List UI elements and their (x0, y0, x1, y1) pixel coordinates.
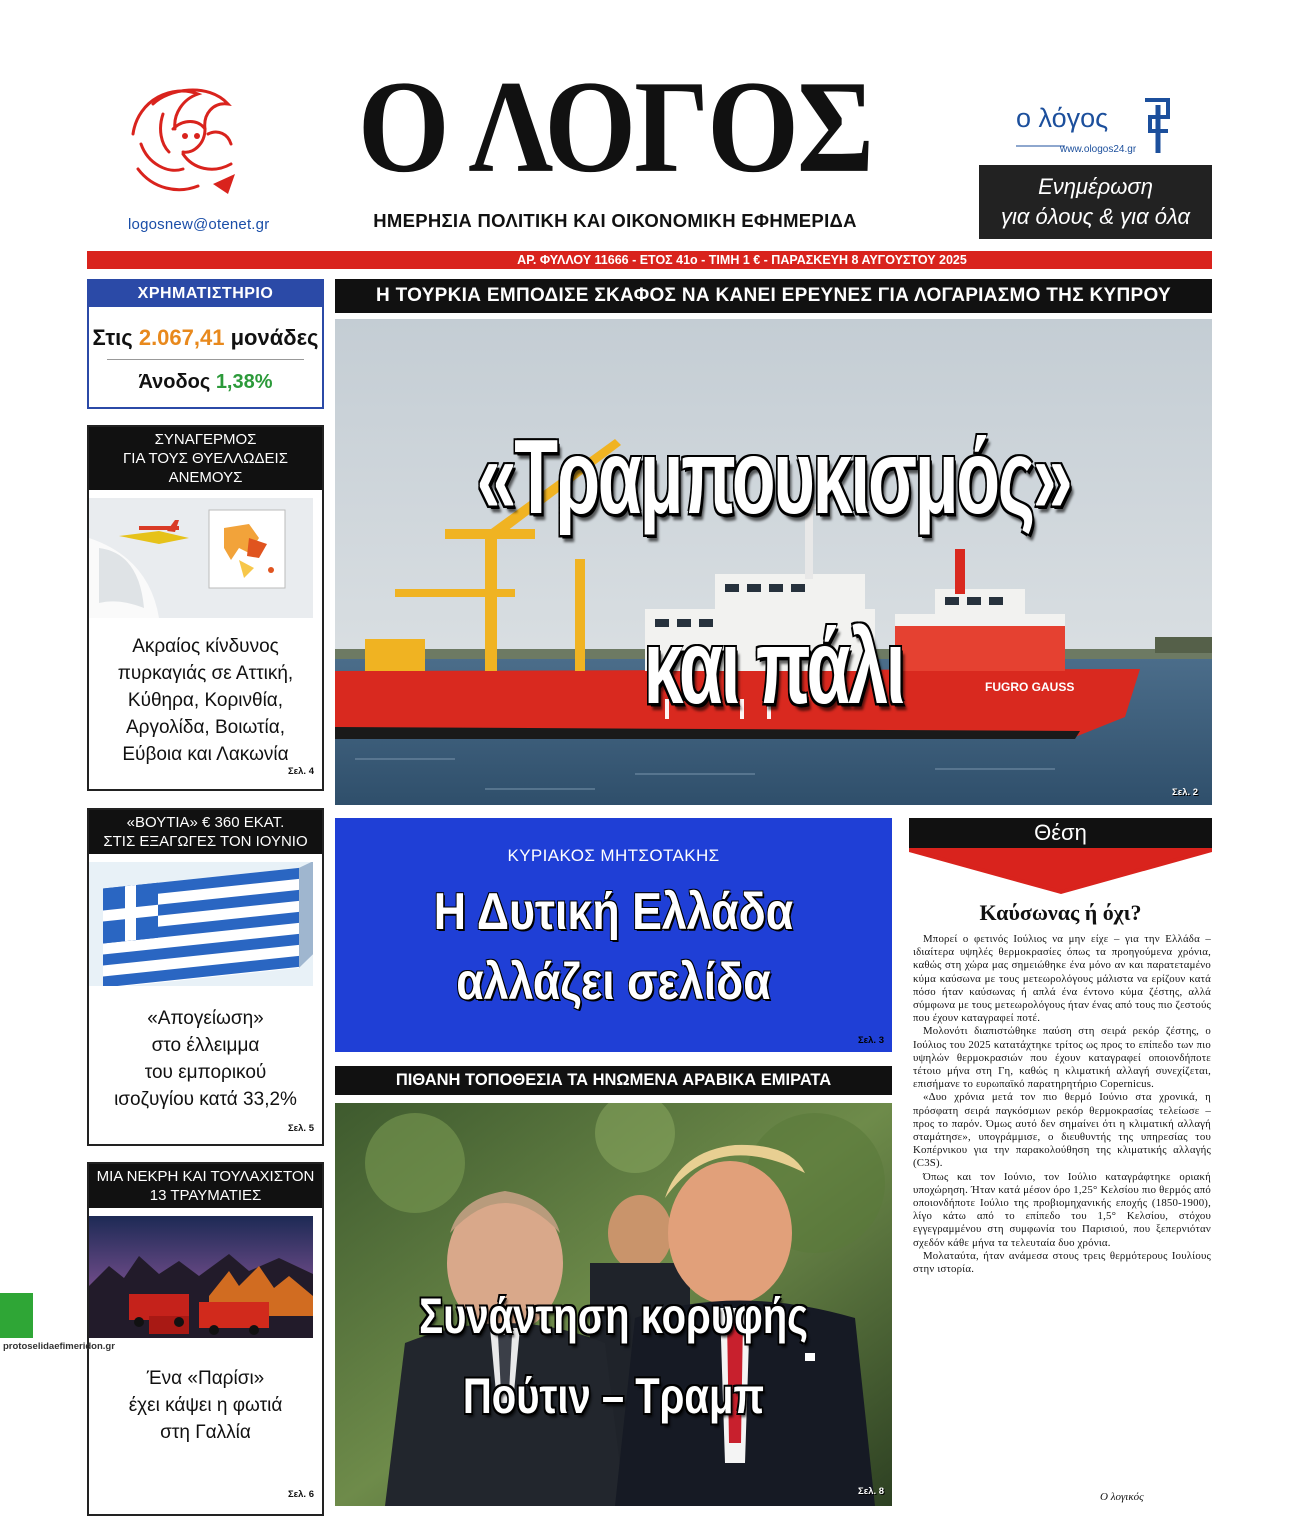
opinion-paragraph: Μολονότι διαπιστώθηκε παύση στη σειρά ρεκόρ ζέστης, ο Ιούλιος του 2025 κατατάχτηκε τρίτος ως προς το επίπεδο των πιο υψηλών θερμοκρασιών που έχουν καταγραφεί οποιονδήποτε τέτοιο μήνα στη Γη, καθώς η κλιματική αλλαγή συνεχίζεται, επισήμανε το ευρωπαϊκό παρατηρητήριο Copernicus. (913, 1025, 1211, 1091)
side-story-body (89, 633, 322, 768)
main-story-title-line-1[interactable]: «Τραμπουκισμός» (476, 418, 1071, 537)
watermark-green-square (0, 1293, 33, 1338)
side-story-header-line: ΣΤΙΣ ΕΞΑΓΩΓΕΣ ΤΟΝ ΙΟΥΝΙΟ (103, 833, 308, 850)
stock-change-prefix: Άνοδος (138, 371, 211, 393)
stock-suffix: μονάδες (230, 325, 319, 350)
stock-index-line (89, 325, 322, 351)
newspaper-title: Ο ΛΟΓΟΣ (357, 53, 873, 200)
side-story-text-line: «Απογείωση» (147, 1008, 264, 1029)
ship-name-label: FUGRO GAUSS (985, 680, 1075, 694)
side-story-text-line: Ένα «Παρίσι» (146, 1368, 265, 1389)
opinion-title[interactable]: Καύσωνας ή όχι? (979, 900, 1142, 925)
research-ship-photo (335, 319, 1212, 805)
main-story-title-line-2[interactable]: και πάλι (643, 608, 904, 727)
stock-market-box (87, 279, 324, 409)
opinion-paragraph: Μολαταύτα, ήταν ανάμεσα στους τρεις θερμότερους Ιουλίους στην ιστορία. (913, 1249, 1211, 1276)
side-story-text-line: στο έλλειμμα (151, 1035, 260, 1056)
wildfire-trucks-photo (89, 1216, 313, 1338)
mitsotakis-story-box[interactable] (335, 818, 892, 1052)
side-story-text-line: Αργολίδα, Βοιωτία, (125, 717, 286, 738)
stock-market-header: ΧΡΗΜΑΤΙΣΤΗΡΙΟ (89, 281, 322, 307)
side-story-header-line: ΓΙΑ ΤΟΥΣ ΘΥΕΛΛΩΔΕΙΣ ΑΝΕΜΟΥΣ (123, 450, 288, 486)
side-story-text-line: Κύθηρα, Κορινθία, (127, 690, 284, 711)
logos24-url[interactable]: www.ologos24.gr (1060, 144, 1137, 155)
opinion-body (913, 933, 1211, 1276)
side-story-body (89, 1365, 322, 1446)
page-reference: Σελ. 6 (287, 1489, 314, 1500)
opinion-section-header: Θέση (909, 818, 1212, 848)
main-story-kicker[interactable]: Η ΤΟΥΡΚΙΑ ΕΜΠΟΔΙΣΕ ΣΚΑΦΟΣ ΝΑ ΚΑΝΕΙ ΕΡΕΥΝΕΣ ΓΙΑ ΛΟΓΑΡΙΑΣΜΟ ΤΗΣ ΚΥΠΡΟΥ (335, 279, 1212, 313)
issue-info-strip: ΑΡ. ΦΥΛΛΟΥ 11666 - ΕΤΟΣ 41ο - ΤΙΜΗ 1 € - ΠΑΡΑΣΚΕΥΗ 8 ΑΥΓΟΥΣΤΟΥ 2025 (87, 251, 1212, 269)
blue-story-title-line-2: αλλάζει σελίδα (456, 953, 771, 1011)
summit-page-reference: Σελ. 8 (858, 1486, 885, 1497)
side-story-header (89, 1164, 322, 1208)
stock-divider (107, 359, 304, 360)
side-story-header-line: 13 ΤΡΑΥΜΑΤΙΕΣ (149, 1187, 262, 1204)
side-story-exports[interactable] (87, 808, 324, 1146)
watermark-site[interactable]: protoselidaefimeridon.gr (3, 1341, 115, 1352)
stock-prefix: Στις (92, 325, 133, 350)
page-reference: Σελ. 5 (287, 1123, 314, 1134)
stock-change-value: 1,38% (215, 371, 273, 393)
page-reference: Σελ. 4 (287, 766, 314, 777)
side-story-header (89, 427, 322, 490)
main-story-page-reference: Σελ. 2 (1172, 787, 1199, 798)
slogan-line-2: για όλους & για όλα (1000, 204, 1191, 229)
newspaper-subtitle: ΗΜΕΡΗΣΙΑ ΠΟΛΙΤΙΚΗ ΚΑΙ ΟΙΚΟΝΟΜΙΚΗ ΕΦΗΜΕΡΙΔΑ (373, 210, 857, 231)
stock-change-line (89, 371, 322, 394)
blue-story-kicker: ΚΥΡΙΑΚΟΣ ΜΗΤΣΟΤΑΚΗΣ (507, 846, 720, 865)
contact-email[interactable]: logosnew@otenet.gr (128, 216, 270, 233)
slogan-box (979, 165, 1212, 239)
side-story-france-fire[interactable] (87, 1162, 324, 1516)
summit-story-kicker[interactable]: ΠΙΘΑΝΗ ΤΟΠΟΘΕΣΙΑ ΤΑ ΗΝΩΜΕΝΑ ΑΡΑΒΙΚΑ ΕΜΙΡΑΤΑ (335, 1066, 892, 1095)
stock-index-value: 2.067,41 (138, 325, 225, 350)
side-story-fire-risk[interactable] (87, 425, 324, 791)
side-story-body (89, 1005, 322, 1113)
opinion-paragraph: «Δυο χρόνια μετά τον πιο θερμό Ιούνιο στα χρονικά, η πρόσφατη σειρά παγκόσμιων ρεκόρ θερμοκρασίας τελείωσε – προς το παρόν. Όμως αυτό δεν σημαίνει ότι η κλιματική αλλαγή σταμάτησε», υπογράμμισε, ο διευθυντής της υπηρεσίας του Κοπέρνικου για την παρακολούθηση της κλιματικής αλλαγής (C3S). (913, 1091, 1211, 1170)
side-story-text-line: Εύβοια και Λακωνία (122, 744, 289, 765)
newspaper-emblem (113, 74, 243, 204)
side-story-header-line: ΣΥΝΑΓΕΡΜΟΣ (154, 431, 257, 448)
greek-flag-container-photo (89, 862, 313, 986)
blue-story-title-line-1: Η Δυτική Ελλάδα (433, 883, 794, 941)
blue-story-page-reference: Σελ. 3 (857, 1035, 884, 1046)
opinion-paragraph: Μπορεί ο φετινός Ιούλιος να μην είχε – για την Ελλάδα – ιδιαίτερα υψηλές θερμοκρασίες όπως τα προηγούμενα χρόνια, καθώς στη χώρα μας σημειώθηκε ένα μόνο αν και παρατεταμένο κύμα καύσωνα με τους μετεωρολόγους μάλιστα να ερίζουν κατά πόσο ήταν καύσωνας ή απλά ένα έντονο κύμα ζέστης, αλλά σύμφωνα με τους μετεωρολόγους ήταν ένας από τους πιο ζεστούς που έχουν καταγραφεί ποτέ. (913, 933, 1211, 1025)
summit-title-line-2[interactable]: Πούτιν – Τραμπ (462, 1368, 765, 1424)
side-story-text-line: έχει κάψει η φωτιά (128, 1395, 283, 1416)
opinion-signature: Ο λογικός (1100, 1491, 1144, 1503)
logos24-name: ο λόγος (1016, 103, 1109, 133)
opinion-paragraph: Όπως και τον Ιούνιο, τον Ιούλιο καταγράφτηκε οριακή υποχώρηση. Ήταν κατά μέσον όρο 1,25° Κελσίου πιο θερμός από οποιονδήποτε Ιούλιο της προβιομηχανικής εποχής (1850-1900), λίγο κάτω από το επίπεδο του 1,5° Κελσίου, στόχου εγγεγραμμένου στη συμφωνία του Παρισιού, που ξεπερνιόταν σχεδόν κάθε μήνα τα τελευταία δυο χρόνια. (913, 1170, 1211, 1249)
side-story-text-line: του εμπορικού (144, 1062, 267, 1083)
side-story-header-line: «ΒΟΥΤΙΑ» € 360 ΕΚΑΤ. (126, 814, 285, 831)
side-story-text-line: Ακραίος κίνδυνος (132, 636, 279, 657)
side-story-text-line: ισοζυγίου κατά 33,2% (114, 1089, 297, 1110)
firefighting-plane-photo (89, 498, 313, 618)
side-story-header-line: ΜΙΑ ΝΕΚΡΗ ΚΑΙ ΤΟΥΛΑΧΙΣΤΟΝ (96, 1168, 315, 1185)
summit-title-line-1[interactable]: Συνάντηση κορυφής (419, 1288, 808, 1344)
side-story-header (89, 810, 322, 854)
side-story-text-line: στη Γαλλία (160, 1422, 251, 1443)
opinion-red-triangle (909, 848, 1212, 896)
slogan-line-1: Ενημέρωση (1038, 174, 1153, 199)
side-story-text-line: πυρκαγιάς σε Αττική, (117, 663, 294, 684)
